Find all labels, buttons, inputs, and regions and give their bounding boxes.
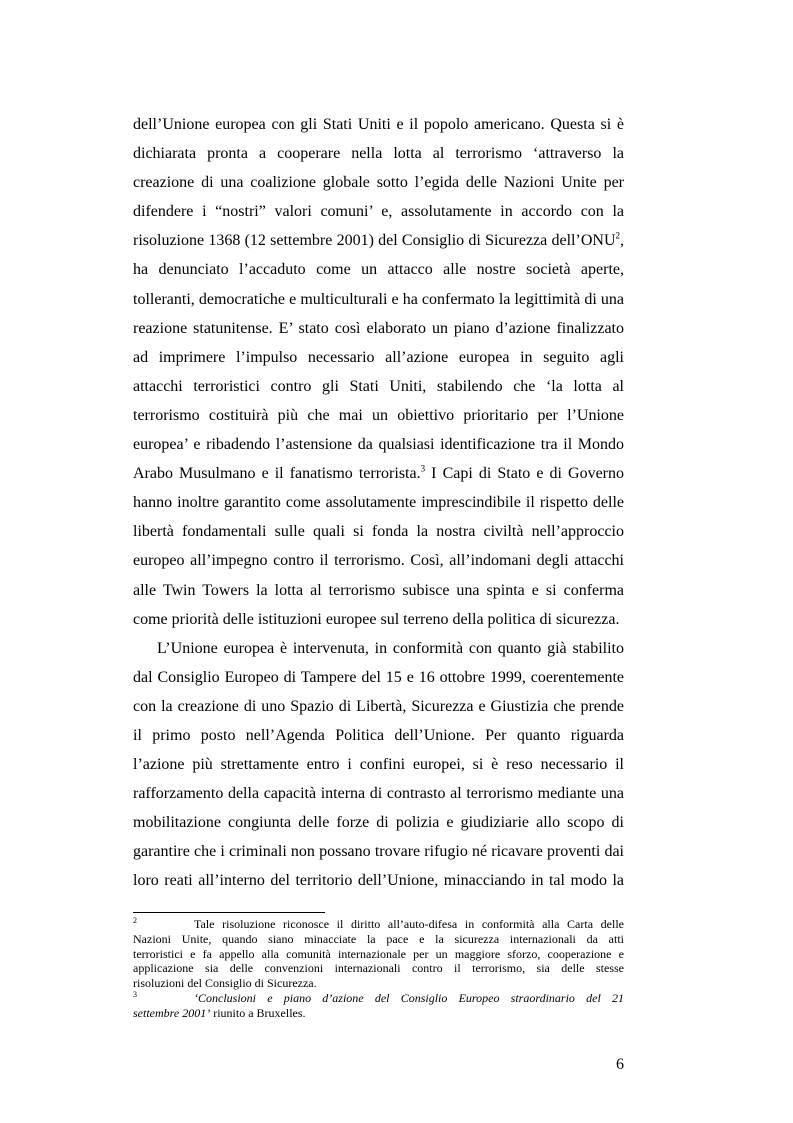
text-line	[133, 459, 624, 488]
text-line: ad imprimere l’impulso necessario all’azione europea in seguito agli	[133, 348, 624, 366]
footnote-3-line	[133, 1006, 624, 1021]
footnotes	[133, 917, 624, 1021]
text-line: ha denunciato l’accaduto come un attacco alle nostre società aperte,	[133, 261, 624, 279]
text-line: rafforzamento della capacità interna di contrasto al terrorismo mediante una	[133, 785, 624, 803]
footnote-2-line: applicazione sia delle convenzioni internazionali contro il terrorismo, sia delle stesse	[133, 961, 624, 976]
text-line: reazione statunitense. E’ stato così elaborato un piano d’azione finalizzato	[133, 319, 624, 337]
footnote-2-line: terroristici e fa appello alla comunità internazionale per un maggiore sforzo, cooperazione e	[133, 946, 624, 961]
text-segment: Arabo Musulmano e il fanatismo terrorista.	[133, 465, 421, 483]
footnote-3-line	[133, 991, 624, 1006]
text-line: creazione di una coalizione globale sotto l’egida delle Nazioni Unite per	[133, 174, 624, 192]
footnote-text: riunito a Bruxelles.	[210, 1005, 306, 1020]
text-segment: I Capi di Stato e di Governo	[425, 465, 624, 483]
text-line: dal Consiglio Europeo di Tampere del 15 e 16 ottobre 1999, coerentemente	[133, 668, 624, 686]
text-line: loro reati all’interno del territorio dell’Unione, minacciando in tal modo la	[133, 872, 624, 890]
text-line: con la creazione di uno Spazio di Libertà, Sicurezza e Giustizia che prende	[133, 697, 624, 715]
text-segment: ,	[620, 232, 624, 250]
footnote-ref-2[interactable]: 2	[615, 231, 620, 242]
footnote-mark-2: 2	[133, 916, 137, 925]
footnote-divider	[133, 912, 325, 913]
text-line: libertà fondamentali sulle quali si fonda la nostra civiltà nell’approccio	[133, 523, 624, 541]
text-line: hanno inoltre garantito come assolutamente imprescindibile il rispetto delle	[133, 494, 624, 512]
footnote-text-italic: ‘Conclusioni e piano d’azione del Consiglio Europeo straordinario del 21	[194, 990, 624, 1005]
text-line: alle Twin Towers la lotta al terrorismo subisce una spinta e si conferma	[133, 581, 624, 599]
text-line: come priorità delle istituzioni europee sul terreno della politica di sicurezza.	[133, 610, 620, 628]
footnote-mark-3: 3	[133, 989, 137, 999]
text-line: europea’ e ribadendo l’astensione da qualsiasi identificazione tra il Mondo	[133, 436, 624, 454]
text-line	[133, 226, 624, 255]
text-line: l’azione più strettamente entro i confini europei, si è reso necessario il	[133, 756, 624, 774]
text-line: L’Unione europea è intervenuta, in conformità con quanto già stabilito	[157, 639, 624, 657]
text-line: attacchi terroristici contro gli Stati Uniti, stabilendo che ‘la lotta al	[133, 377, 624, 395]
main-text	[133, 110, 624, 896]
text-segment: risoluzione 1368 (12 settembre 2001) del Consiglio di Sicurezza dell’ONU	[133, 232, 616, 250]
footnote-2-line: Nazioni Unite, quando siano minacciate la pace e la sicurezza internazionali da atti	[133, 931, 624, 946]
page-number: 6	[616, 1056, 624, 1073]
footnote-text: Tale risoluzione riconosce il diritto all’auto-difesa in conformità alla Carta delle	[194, 917, 624, 931]
text-line: dell’Unione europea con gli Stati Uniti e il popolo americano. Questa si è	[133, 116, 624, 133]
text-line: dichiarata pronta a cooperare nella lotta al terrorismo ‘attraverso la	[133, 145, 624, 163]
text-line: mobilitazione congiunta delle forze di polizia e giudiziarie allo scopo di	[133, 814, 624, 832]
text-line: il primo posto nell’Agenda Politica dell’Unione. Per quanto riguarda	[133, 726, 624, 744]
footnote-2-line: risoluzioni del Consiglio di Sicurezza.	[133, 976, 317, 991]
footnote-ref-3[interactable]: 3	[420, 463, 426, 474]
text-line: europeo all’impegno contro il terrorismo. Così, all’indomani degli attacchi	[133, 552, 624, 570]
text-line: tolleranti, democratiche e multiculturali e ha confermato la legittimità di una	[133, 290, 624, 308]
text-line: garantire che i criminali non possano trovare rifugio né ricavare proventi dai	[133, 843, 624, 861]
footnote-2-line	[133, 917, 624, 932]
text-line: terrorismo costituirà più che mai un obiettivo prioritario per l’Unione	[133, 406, 624, 424]
footnote-text-italic: settembre 2001’	[133, 1005, 211, 1020]
text-line: difendere i “nostri” valori comuni’ e, assolutamente in accordo con la	[133, 203, 624, 221]
